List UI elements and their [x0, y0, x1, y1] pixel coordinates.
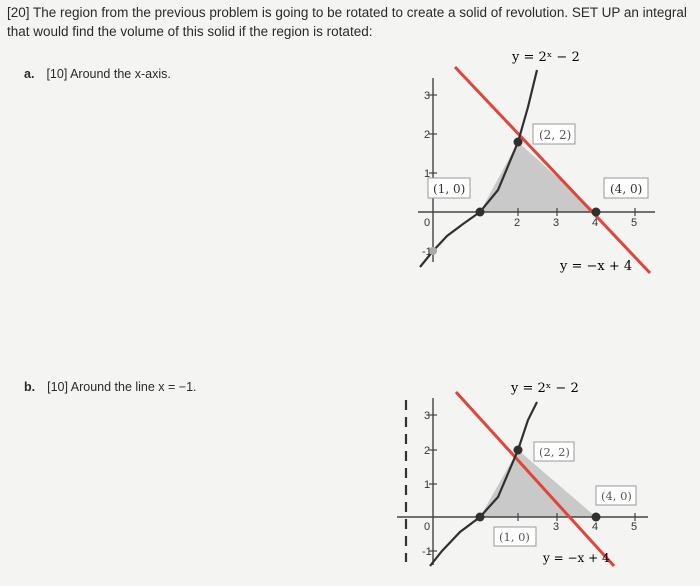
point-label: (1, 0): [499, 530, 530, 544]
point-dot: [514, 138, 523, 147]
tick-label: 4: [592, 521, 599, 533]
tick-label: 5: [631, 217, 638, 229]
point-dot: [476, 208, 485, 217]
tick-label: 2: [424, 129, 431, 141]
point-dot: [514, 446, 523, 455]
curve-label: y = 2ˣ − 2: [511, 381, 579, 396]
point-label: (4, 0): [610, 182, 643, 196]
point-label: (2, 2): [539, 445, 570, 459]
part-a-text: [10] Around the x-axis.: [46, 67, 171, 81]
tick-label: -1: [422, 246, 432, 258]
part-b-text: [10] Around the line x = −1.: [47, 380, 197, 394]
problem-prompt: [20] The region from the previous problem is going to be rotated to create a solid of revolution. SET UP an integral that would find the volume of this solid if the region is rotated:: [7, 5, 687, 39]
tick-label: 2: [424, 445, 431, 457]
point-label: (4, 0): [601, 489, 632, 503]
line-graph: [455, 67, 650, 273]
part-b-letter: b.: [24, 380, 36, 394]
tick-label: 2: [514, 217, 521, 229]
tick-label: 0: [424, 521, 431, 533]
tick-label: 0: [424, 217, 431, 229]
point-dot: [476, 513, 485, 522]
tick-label: 3: [424, 90, 431, 102]
tick-label: 3: [424, 410, 431, 422]
graph-b: [397, 381, 648, 566]
tick-label: 4: [592, 217, 599, 229]
tick-label: 1: [424, 168, 431, 180]
line-label: y = −x + 4: [543, 551, 610, 565]
tick-label: 5: [631, 521, 638, 533]
point-label: (1, 0): [433, 182, 466, 196]
tick-label: -1: [422, 546, 432, 558]
shaded-region: [480, 142, 596, 212]
point-label: (2, 2): [539, 128, 572, 142]
tick-label: 3: [553, 521, 560, 533]
curve-label: y = 2ˣ − 2: [512, 50, 580, 65]
tick-label: 3: [553, 217, 560, 229]
graph-a: [418, 50, 655, 274]
line-label: y = −x + 4: [560, 259, 633, 274]
part-a-letter: a.: [24, 67, 35, 81]
tick-label: 1: [424, 479, 431, 491]
point-dot: [592, 208, 601, 217]
